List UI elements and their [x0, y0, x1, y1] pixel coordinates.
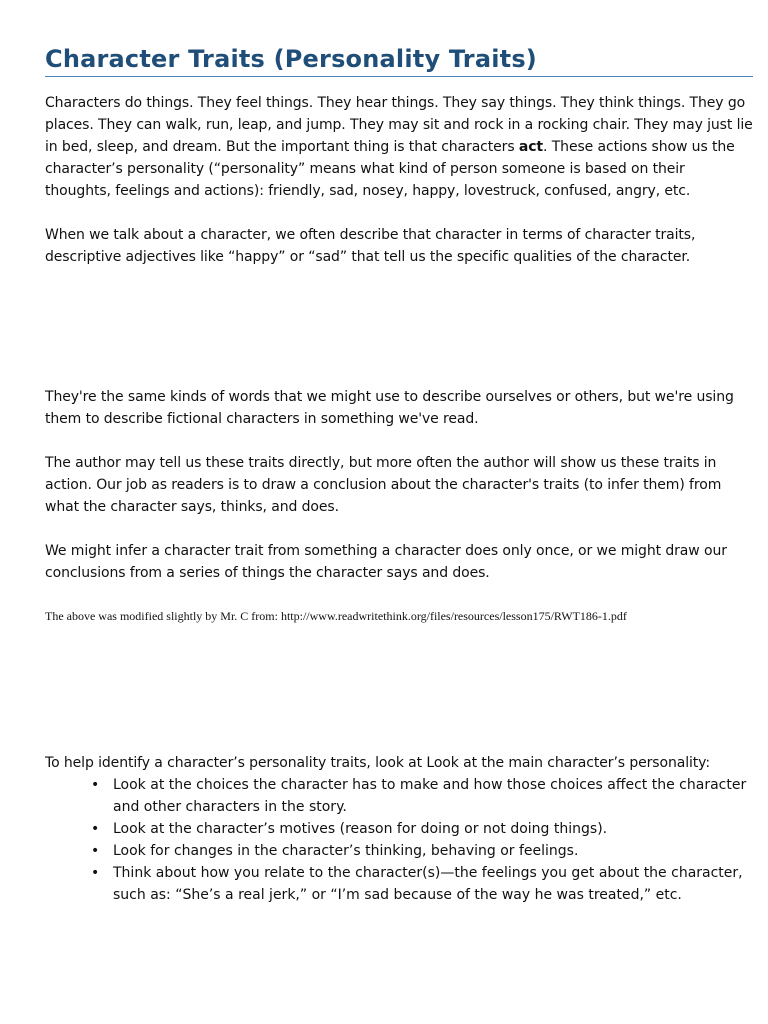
intro-bold-word: act [518, 139, 544, 155]
intro-text-start: Characters do things. They feel things. They hear things. They say things. They think things. They go places. They can walk, run, leap, and jump. They may sit and rock in a rocking chair. They may just lie in bed, sleep, and dream. But the important thing is that characters [45, 95, 753, 155]
infer-paragraph: We might infer a character trait from something a character does only once, or we might draw our conclusions from a series of things the character says and does. [45, 543, 727, 581]
intro-text-end: . These actions show us the character’s personality (“personality” means what kind of person someone is based on their thoughts, feelings and actions): friendly, sad, nosey, happy, lovestruck, confused, angry, etc. [45, 139, 735, 199]
bullet-icon: • [91, 843, 100, 859]
list-item-text: Look at the character’s motives (reason for doing or not doing things). [113, 821, 608, 837]
bullet-icon: • [91, 777, 100, 793]
describe-paragraph: When we talk about a character, we often describe that character in terms of character traits, descriptive adjectives like “happy” or “sad” that tell us the specific qualities of the character. [45, 227, 696, 265]
document-page [45, 44, 753, 906]
source-note: The above was modified slightly by Mr. C from: http://www.readwritethink.org/files/resources/lesson175/RWT186-1.pdf [45, 609, 627, 623]
bullet-icon: • [91, 865, 100, 881]
list-item [45, 818, 753, 840]
tips-list [45, 774, 753, 906]
intro-paragraph [45, 92, 753, 202]
bullet-icon: • [91, 821, 100, 837]
list-item-text: Look at the choices the character has to make and how those choices affect the character and other characters in the story. [113, 777, 747, 815]
list-item [45, 840, 753, 862]
author-paragraph: The author may tell us these traits directly, but more often the author will show us these traits in action. Our job as readers is to draw a conclusion about the character's traits (to infer them) from what the character says, thinks, and does. [45, 455, 722, 515]
list-item-text: Think about how you relate to the character(s)—the feelings you get about the character, such as: “She’s a real jerk,” or “I’m sad because of the way he was treated,” etc. [113, 865, 743, 903]
same-words-paragraph: They're the same kinds of words that we might use to describe ourselves or others, but we're using them to describe fictional characters in something we've read. [45, 389, 734, 427]
help-paragraph: To help identify a character’s personality traits, look at Look at the main character’s personality: [45, 755, 710, 771]
list-item [45, 862, 753, 906]
page-title: Character Traits (Personality Traits) [45, 44, 753, 77]
list-item [45, 774, 753, 818]
list-item-text: Look for changes in the character’s thinking, behaving or feelings. [113, 843, 579, 859]
